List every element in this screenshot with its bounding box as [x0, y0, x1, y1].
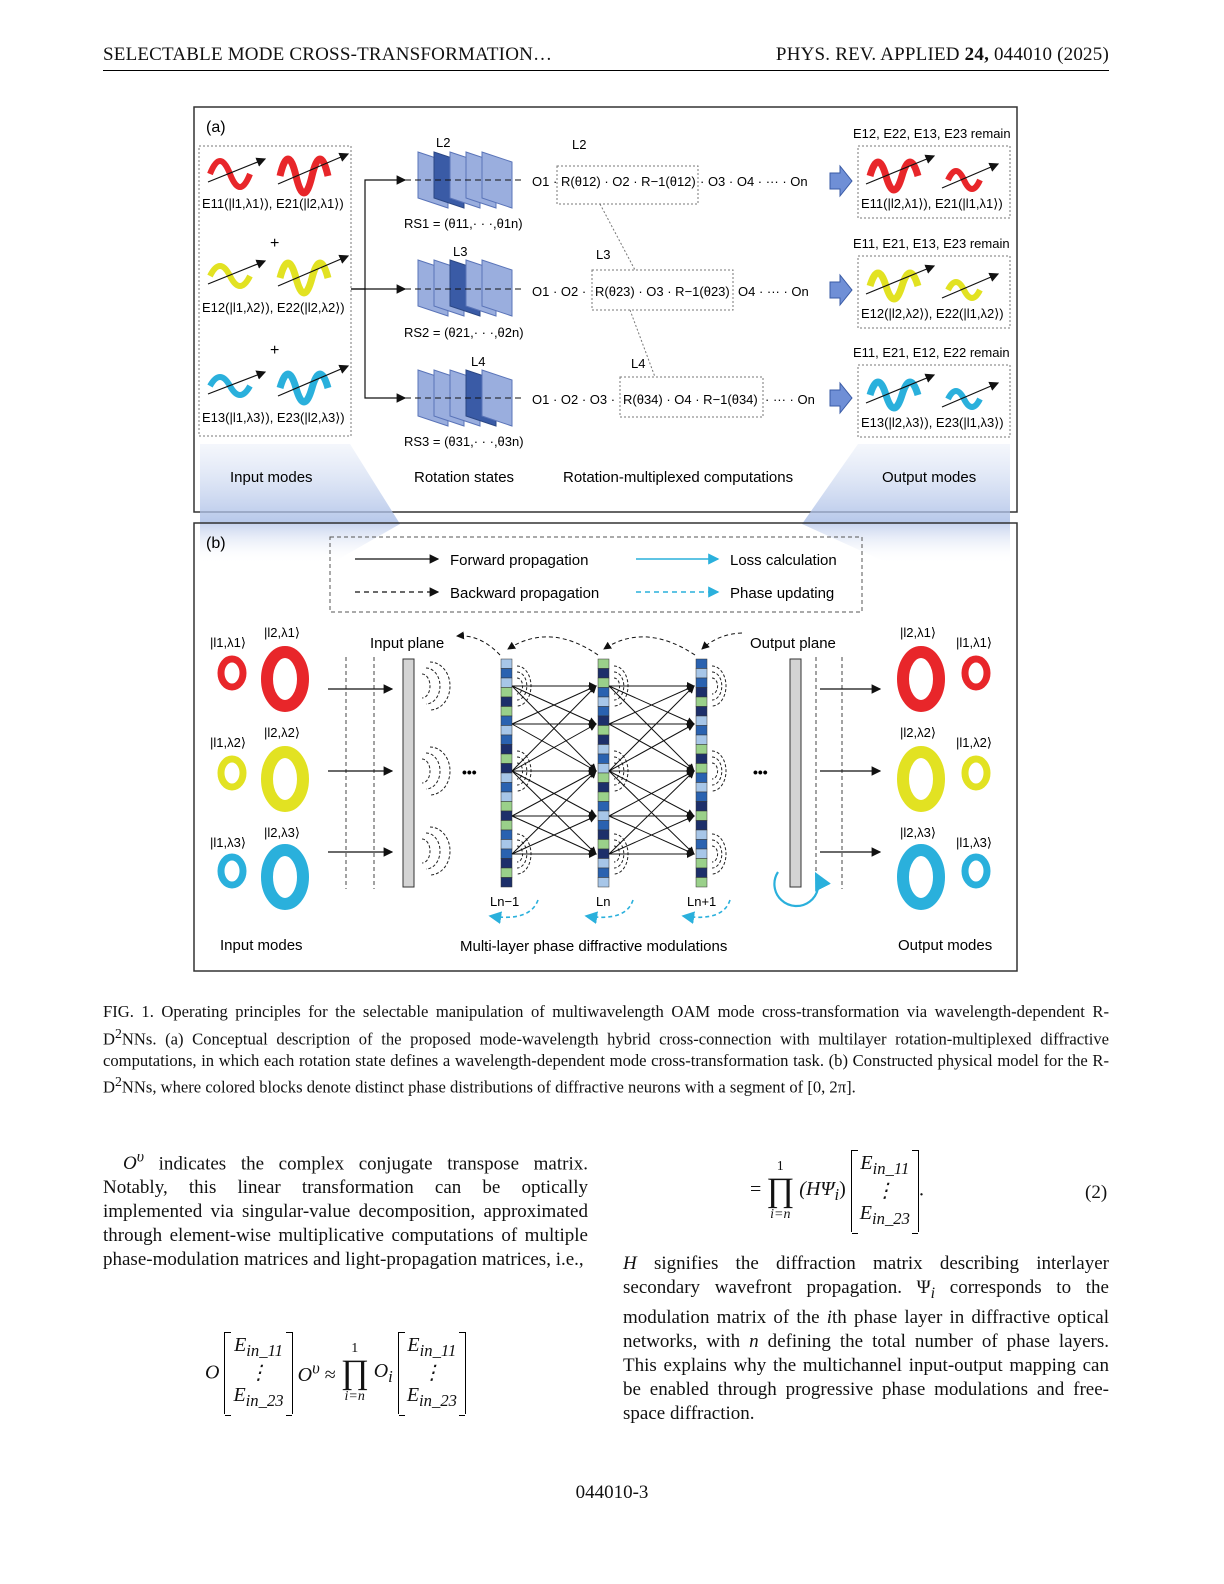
block-arrows: [830, 166, 852, 413]
neuron-block: [696, 830, 707, 840]
remain-1: E12, E22, E13, E23 remain: [853, 126, 1011, 141]
eq1-Oi-sub: i: [388, 1366, 393, 1386]
wavelet: [712, 763, 718, 779]
computation-3-post: · ··· · On: [765, 392, 815, 407]
plus-1: +: [270, 235, 280, 252]
journal-name: PHYS. REV. APPLIED: [775, 44, 965, 65]
page-number: 044010-3: [575, 1482, 649, 1503]
neuron-block: [696, 707, 707, 717]
wavelet: [712, 757, 722, 785]
out-label-l1l1: |l1,λ1⟩: [956, 635, 992, 650]
equation-2: = 1 ∏ i=n $(H\Psi_i)$ $E_{in\_11}$ ⋮ $E_{in\_23}$.: [750, 1150, 924, 1232]
eq1-Oi: O: [373, 1359, 389, 1382]
legend-backward: Backward propagation: [450, 585, 600, 602]
computation-1-label: L2: [572, 137, 587, 152]
neuron-block: [598, 849, 609, 859]
neuron-block: [696, 868, 707, 878]
prod-upper: 1: [776, 1159, 784, 1174]
neuron-block: [501, 802, 512, 812]
caption-sup2: 2: [114, 1074, 122, 1090]
neuron-block: [501, 678, 512, 688]
eq1-r-dots: ⋮: [421, 1362, 442, 1384]
neuron-block: [598, 802, 609, 812]
legend-loss: Loss calculation: [730, 552, 837, 569]
left-paragraph: indicates the complex conjugate transpose matrix. Notably, this linear transformation can be optically implemented via singular-value decomposition, approximated through element-wise multiplicative computations of multiple phase-modulation matrices and light-propagation matrices, i.e.,: [103, 1153, 589, 1271]
out-label-l2l1: |l2,λ1⟩: [900, 625, 936, 640]
caption-part3: NNs, where colored blocks denote distinct phase distributions of diffractive neurons with a segment of [0, 2π].: [121, 1077, 856, 1097]
eq1-r-top-sub: in_11: [419, 1341, 457, 1360]
output-plane: [790, 659, 801, 887]
computation-3-label: L4: [631, 356, 646, 371]
rotation-stack-1: [405, 152, 525, 208]
figure-caption: [103, 1001, 1109, 1098]
running-header: [103, 44, 1109, 71]
neuron-block: [696, 821, 707, 831]
eq1-r-bot: E: [406, 1384, 420, 1406]
output-plane-label: Output plane: [750, 635, 836, 652]
right-para-4: defining the total number of phase layers. This explains why the multichannel input-output mapping can be enabled through progressive phase modulations and free-space diffraction.: [623, 1330, 1110, 1424]
neuron-block: [598, 669, 609, 679]
stack-3-layer: L4: [471, 354, 486, 369]
right-para-3: th phase layer in diffractive optical networks, with: [623, 1306, 1109, 1352]
neuron-block: [598, 830, 609, 840]
neuron-block: [598, 868, 609, 878]
neuron-block: [696, 802, 707, 812]
neuron-block: [696, 840, 707, 850]
computation-1-post: · O3 · O4 · ··· · On: [700, 174, 808, 189]
right-n: n: [749, 1330, 759, 1352]
input-pair-3: E13(|l1,λ3⟩), E23(|l2,λ3⟩): [202, 410, 345, 425]
vec-top: E: [860, 1152, 873, 1174]
neuron-block: [696, 849, 707, 859]
b-input-modes: Input modes: [220, 937, 303, 954]
ellipsis-right: •••: [753, 764, 768, 780]
input-beam-red-1: [210, 161, 250, 187]
neuron-block: [696, 754, 707, 764]
equation-number: (2): [1085, 1182, 1108, 1203]
rotation-stack-3: [405, 370, 525, 426]
neuron-block: [696, 792, 707, 802]
wavelet: [712, 846, 718, 862]
right-para-1: signifies the diffraction matrix describing interlayer secondary wavefront propagation. Ψ: [623, 1253, 1109, 1298]
layer-name-n1: Ln+1: [687, 894, 717, 909]
neuron-block: [501, 669, 512, 679]
neuron-block: [598, 735, 609, 745]
lead-v: υ: [136, 1149, 144, 1166]
neuron-block: [598, 878, 609, 888]
in-label-l2l2: |l2,λ2⟩: [264, 725, 300, 740]
neuron-block: [696, 878, 707, 888]
wavelet: [712, 678, 718, 694]
neuron-block: [501, 726, 512, 736]
eq1-l-bot: E: [233, 1384, 246, 1406]
right-psi-sub: i: [930, 1284, 936, 1302]
label-output-modes: Output modes: [882, 469, 977, 486]
neuron-block: [598, 754, 609, 764]
journal-volume: 24,: [964, 44, 990, 65]
in-label-l2l1: |l2,λ1⟩: [264, 625, 300, 640]
neuron-block: [501, 745, 512, 755]
equation-1: [205, 1332, 466, 1414]
out-label-l2l3: |l2,λ3⟩: [900, 825, 936, 840]
neuron-block: [598, 792, 609, 802]
vec-bot-sub: in_23: [871, 1209, 910, 1228]
neuron-block: [501, 688, 512, 698]
neuron-block: [696, 859, 707, 869]
vec-bot: E: [859, 1202, 872, 1224]
wavelet: [712, 672, 722, 700]
computation-2-box: R(θ23) · O3 · R−1(θ23): [595, 284, 730, 299]
panel-b-label: (b): [206, 535, 226, 552]
neuron-block: [501, 697, 512, 707]
input-pair-2: E12(|l1,λ2⟩), E22(|l2,λ2⟩): [202, 300, 345, 315]
label-input-modes: Input modes: [230, 469, 313, 486]
caption-part1: FIG. 1. Operating principles for the selectable manipulation of multiwavelength OAM mode cross-transformation via wavelength-dependent R-D: [103, 1002, 1109, 1049]
panel-a-label: (a): [206, 119, 226, 136]
out-label-l2l2: |l2,λ2⟩: [900, 725, 936, 740]
rotation-stack-2: [405, 260, 525, 316]
figure-1: [190, 104, 1020, 974]
backward-arcs: [457, 633, 742, 655]
computation-2-post: O4 · ··· · On: [738, 284, 809, 299]
neuron-block: [501, 811, 512, 821]
stack-2-layer: L3: [453, 244, 468, 259]
eq2-product: 1 ∏ i=n: [766, 1159, 795, 1222]
output-pair-1: E11(|l2,λ1⟩), E21(|l1,λ1⟩): [861, 196, 1003, 211]
layer-name-n: Ln: [596, 894, 611, 909]
neuron-block: [696, 773, 707, 783]
neuron-block: [598, 783, 609, 793]
eq1-product: 1 ∏ i=n: [340, 1341, 369, 1404]
neuron-block: [501, 707, 512, 717]
header-journal: [776, 44, 1109, 66]
neuron-block: [598, 764, 609, 774]
rotation-state-1: RS1 = (θ11,· · ·,θ1n): [404, 216, 523, 231]
neuron-block: [696, 745, 707, 755]
eq2-term-end: ): [839, 1177, 846, 1200]
figure-svg: [190, 104, 1020, 974]
right-column-text: [623, 1252, 1109, 1426]
right-ith: i: [826, 1306, 833, 1328]
rotation-state-3: RS3 = (θ31,· · ·,θ3n): [404, 434, 524, 449]
b-center-label: Multi-layer phase diffractive modulations: [460, 938, 728, 955]
neuron-block: [696, 659, 707, 669]
eq1-approx: ≈: [324, 1364, 336, 1387]
plus-2: +: [270, 342, 280, 359]
wavelets-input: [422, 662, 450, 875]
vec-top-sub: in_11: [872, 1159, 910, 1178]
input-beam-red-2: [280, 159, 328, 193]
neuron-block: [598, 697, 609, 707]
neuron-block: [501, 878, 512, 888]
neuron-block: [598, 840, 609, 850]
neuron-block: [696, 669, 707, 679]
eq1-vector-left: [224, 1332, 292, 1414]
in-label-l2l3: |l2,λ3⟩: [264, 825, 300, 840]
neuron-block: [501, 868, 512, 878]
remain-3: E11, E21, E12, E22 remain: [853, 345, 1010, 360]
neuron-block: [696, 726, 707, 736]
input-plane: [403, 659, 414, 887]
computation-2-label: L3: [596, 247, 611, 262]
eq1-Ov: O: [297, 1364, 313, 1387]
eq1-l-top: E: [234, 1334, 247, 1356]
eq1-v: υ: [312, 1358, 320, 1378]
stack-1-layer: L2: [436, 135, 451, 150]
input-box: [199, 146, 351, 436]
neuron-block: [501, 659, 512, 669]
neuron-block: [696, 811, 707, 821]
neuron-block: [598, 773, 609, 783]
in-label-l1l3: |l1,λ3⟩: [210, 835, 246, 850]
neuron-block: [501, 821, 512, 831]
neuron-block: [598, 707, 609, 717]
neuron-block: [696, 783, 707, 793]
label-rotation-states: Rotation states: [414, 469, 515, 486]
neuron-block: [501, 830, 512, 840]
neuron-block: [696, 678, 707, 688]
rotation-state-2: RS2 = (θ21,· · ·,θ2n): [404, 325, 524, 340]
eq1-l-top-sub: in_11: [246, 1341, 283, 1360]
neuron-block: [598, 859, 609, 869]
neuron-block: [501, 859, 512, 869]
in-label-l1l1: |l1,λ1⟩: [210, 635, 246, 650]
eq1-O: O: [205, 1361, 220, 1384]
neuron-block: [501, 754, 512, 764]
neuron-block: [501, 735, 512, 745]
lead-O: O: [123, 1153, 137, 1175]
input-beams: [208, 154, 348, 402]
wavelet: [712, 840, 722, 868]
neuron-block: [501, 773, 512, 783]
neuron-block: [598, 811, 609, 821]
neuron-block: [598, 745, 609, 755]
ellipsis-left: •••: [462, 764, 477, 780]
neuron-block: [501, 716, 512, 726]
computation-3-box: R(θ34) · O4 · R−1(θ34): [623, 392, 758, 407]
computation-1-box: R(θ12) · O2 · R−1(θ12): [561, 174, 696, 189]
prod-lower: i=n: [770, 1207, 791, 1222]
eq2-vector: [851, 1150, 919, 1232]
neuron-block: [598, 726, 609, 736]
caption-sup1: 2: [114, 1025, 122, 1041]
neuron-block: [598, 821, 609, 831]
b-output-modes: Output modes: [898, 937, 993, 954]
neuron-block: [696, 697, 707, 707]
neuron-block: [696, 735, 707, 745]
input-plane-label: Input plane: [370, 635, 445, 652]
input-pair-1: E11(|l1,λ1⟩), E21(|l2,λ1⟩): [202, 196, 344, 211]
eq1-vector-right: [398, 1332, 466, 1414]
remain-2: E11, E21, E13, E23 remain: [853, 236, 1010, 251]
output-pair-3: E13(|l2,λ3⟩), E23(|l1,λ3⟩): [861, 415, 1004, 430]
neuron-block: [501, 783, 512, 793]
eq1-l-dots: ⋮: [248, 1362, 269, 1384]
neuron-block: [598, 678, 609, 688]
right-lead-H: H: [623, 1253, 637, 1274]
right-para-2: corresponds to the modulation matrix of the: [623, 1277, 1109, 1328]
neuron-block: [696, 716, 707, 726]
input-rings: [210, 625, 303, 904]
eq1-prod-lower: i=n: [344, 1389, 365, 1404]
eq1-r-top: E: [407, 1334, 420, 1356]
neuron-block: [696, 688, 707, 698]
output-rings: [900, 625, 992, 904]
computation-2-pre: O1 · O2 ·: [532, 284, 587, 299]
neuron-block: [501, 764, 512, 774]
output-pair-2: E12(|l2,λ2⟩), E22(|l1,λ2⟩): [861, 306, 1004, 321]
eq1-prod-upper: 1: [351, 1341, 359, 1356]
legend-phase: Phase updating: [730, 585, 835, 602]
header-title: SELECTABLE MODE CROSS-TRANSFORMATION…: [103, 44, 553, 65]
neuron-block: [501, 792, 512, 802]
computation-3-pre: O1 · O2 · O3 ·: [532, 392, 616, 407]
eq2-equals: =: [750, 1178, 762, 1201]
label-computations: Rotation-multiplexed computations: [563, 469, 794, 486]
in-label-l1l2: |l1,λ2⟩: [210, 735, 246, 750]
layer-name-n-1: Ln−1: [490, 894, 520, 909]
eq1-r-bot-sub: in_23: [419, 1391, 457, 1410]
caption-part2: NNs. (a) Conceptual description of the proposed mode-wavelength hybrid cross-connection with multilayer rotation-multiplexed diffractive computations, in which each rotation state defines a wavelength-dependent mode cross-transformation task. (b) Constructed physical model for the R-D: [103, 1029, 1109, 1097]
out-label-l1l2: |l1,λ2⟩: [956, 735, 992, 750]
eq2-term: (HΨ: [799, 1177, 835, 1200]
eq2-term-sub: i: [834, 1184, 840, 1204]
left-column-text: [103, 1146, 588, 1272]
neuron-block: [598, 688, 609, 698]
out-label-l1l3: |l1,λ3⟩: [956, 835, 992, 850]
vec-dots: ⋮: [874, 1180, 895, 1202]
neuron-block: [598, 716, 609, 726]
computation-1-pre: O1 ·: [532, 174, 558, 189]
eq1-l-bot-sub: in_23: [245, 1391, 284, 1410]
neuron-block: [598, 659, 609, 669]
neuron-block: [501, 840, 512, 850]
journal-article: 044010 (2025): [989, 44, 1109, 65]
neuron-block: [696, 764, 707, 774]
neuron-block: [501, 849, 512, 859]
legend-forward: Forward propagation: [450, 552, 589, 569]
